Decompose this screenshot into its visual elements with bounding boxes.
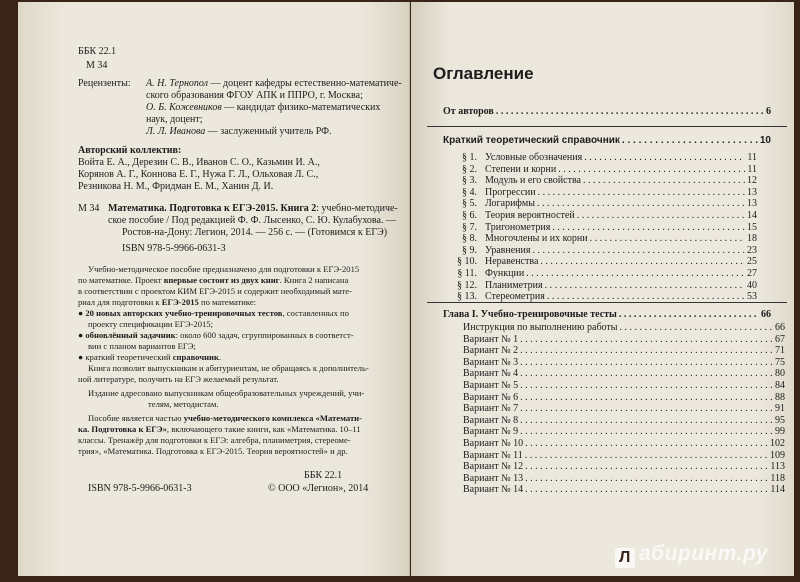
para-line: ной литературе, получить на ЕГЭ желаемый результат. — [78, 374, 279, 384]
collective-label: Авторский коллектив: — [78, 145, 182, 156]
toc-dot-leader — [525, 473, 768, 484]
toc-item-number: § 3. — [462, 175, 477, 187]
reviewer-1-line-2: ского образования ФГОУ АПК и ППРО, г. Москва; — [146, 90, 363, 101]
para-line: телям, методистам. — [148, 399, 219, 409]
toc-row — [463, 403, 785, 414]
toc-row — [463, 450, 785, 461]
toc-dot-leader — [520, 345, 773, 356]
toc-item-number: § 6. — [462, 210, 477, 221]
reviewers-label: Рецензенты: — [78, 78, 131, 89]
toc-item-title: Неравенства — [485, 256, 539, 268]
toc-item-number: § 13. — [457, 291, 477, 303]
toc-row — [445, 198, 757, 209]
toc-item-title: Вариант № 2 — [463, 345, 519, 357]
toc-item-number: § 2. — [462, 163, 477, 175]
toc-dot-leader — [526, 268, 745, 279]
collective-line: Резникова Н. М., Фридман Е. М., Ханин Д. И. — [78, 181, 274, 192]
toc-dot-leader — [552, 222, 745, 233]
toc-row — [445, 233, 757, 244]
catalog-mark: М 34 — [78, 203, 100, 214]
toc-item-page: 84 — [775, 380, 785, 391]
para-line: трия», «Математика. Подготовка к ЕГЭ-2015. Теория вероятностей» и др. — [78, 446, 348, 456]
toc-item-page: 99 — [775, 426, 785, 438]
toc-dot-leader — [525, 461, 768, 472]
toc-dot-leader — [558, 164, 745, 175]
book-spread — [18, 2, 794, 576]
toc-item-title: Вариант № 12 — [463, 461, 524, 473]
toc-item-title: Вариант № 3 — [463, 356, 519, 368]
toc-row — [463, 484, 785, 495]
toc-dot-leader — [545, 280, 745, 291]
toc-item-title: Вариант № 10 — [463, 438, 524, 449]
toc-dot-leader — [547, 291, 745, 302]
toc-dot-leader — [538, 187, 745, 198]
toc-item-number: § 5. — [462, 198, 477, 210]
toc-row — [463, 426, 785, 437]
toc-item-title: Стереометрия — [485, 291, 545, 303]
toc-item-title: Вариант № 9 — [463, 426, 519, 438]
toc-item-page: 75 — [775, 356, 785, 368]
collective-line: Корянов А. Г., Коннова Е. Г., Нужа Г. Л., Ольховая Л. С., — [78, 169, 319, 180]
catalog-entry: Математика. Подготовка к ЕГЭ-2015. Книга 2: учебно-методиче- — [108, 203, 398, 214]
left-page — [18, 2, 410, 576]
toc-item-title: Модуль и его свойства — [485, 175, 581, 187]
toc-row — [463, 334, 785, 345]
toc-item-title: Прогрессии — [485, 186, 536, 198]
toc-item-title: Тригонометрия — [485, 221, 551, 233]
toc-item-page: 114 — [770, 484, 785, 496]
toc-item-title: Планиметрия — [485, 279, 543, 291]
author-mark: М 34 — [86, 60, 108, 71]
toc-row — [445, 222, 757, 233]
toc-dot-leader — [583, 175, 745, 186]
toc-dot-leader — [520, 368, 773, 379]
toc-item-title: Вариант № 11 — [463, 449, 523, 461]
toc-row — [445, 291, 757, 302]
toc-row — [445, 175, 757, 186]
toc-item-title: Многочлены и их корни — [485, 233, 588, 245]
toc-row — [445, 187, 757, 198]
toc-item-title: Вариант № 4 — [463, 368, 519, 380]
reviewer-2-line-2: наук, доцент; — [146, 114, 203, 125]
para-line: Книга позволит выпускникам и абитуриентам, не обращаясь к дополнитель- — [88, 363, 369, 373]
toc-row-from-authors: От авторов . . . 6 — [443, 106, 771, 117]
toc-item-number: § 8. — [462, 233, 477, 245]
bullet-3: ● краткий теоретический справочник. — [78, 352, 222, 362]
bullet-1-line-2: проекту спецификации ЕГЭ-2015; — [88, 319, 213, 329]
collective-line: Войта Е. А., Дерезин С. В., Иванов С. О., Казьмин И. А., — [78, 157, 320, 168]
toc-title: Оглавление — [433, 64, 534, 83]
labirint-logo-icon: Л — [615, 548, 635, 568]
toc-row — [445, 164, 757, 175]
toc-item-title: Вариант № 7 — [463, 403, 519, 415]
toc-row — [463, 415, 785, 426]
toc-item-page: 67 — [775, 333, 785, 345]
toc-item-title: Инструкция по выполнению работы — [463, 322, 618, 333]
toc-dot-leader — [520, 357, 773, 368]
toc-item-title: Вариант № 8 — [463, 414, 519, 426]
abstract-line: Учебно-методическое пособие предназначено для подготовки к ЕГЭ-2015 — [88, 264, 360, 274]
copyright: © ООО «Легион», 2014 — [268, 483, 369, 494]
toc-dot-leader — [540, 256, 745, 267]
toc-dot-leader — [590, 233, 745, 244]
toc-dot-leader — [525, 484, 768, 495]
bbk-bottom: ББК 22.1 — [304, 470, 343, 481]
toc-row-chapter: Глава I. Учебно-тренировочные тесты . . . 66 — [443, 309, 771, 320]
toc-item-title: Вариант № 1 — [463, 333, 519, 345]
reviewer-1: А. Н. Тернопол — доцент кафедры естественно-математиче- — [146, 78, 402, 89]
toc-row — [463, 322, 785, 333]
toc-item-page: 91 — [775, 403, 785, 415]
toc-item-title: Логарифмы — [485, 198, 535, 210]
toc-dot-leader — [577, 210, 745, 221]
abstract-line: риал для подготовки к ЕГЭ-2015 по математике: — [78, 297, 257, 307]
toc-row — [463, 345, 785, 356]
toc-item-page: 40 — [747, 279, 757, 291]
toc-item-number: § 7. — [462, 221, 477, 233]
toc-row — [463, 438, 785, 449]
toc-dot-leader — [520, 403, 773, 414]
toc-item-page: 14 — [747, 210, 757, 221]
reviewer-2: О. Б. Кожевников — кандидат физико-математических — [146, 102, 381, 113]
right-page — [411, 2, 794, 576]
labirint-watermark: Л абиринт.ру — [615, 542, 768, 568]
toc-item-page: 13 — [747, 198, 757, 210]
toc-item-title: Вариант № 13 — [463, 472, 524, 484]
toc-item-number: § 1. — [462, 152, 477, 163]
toc-item-title: Вариант № 6 — [463, 391, 519, 403]
toc-item-page: 80 — [775, 368, 785, 380]
bullet-2-line-2: вии с планом вариантов ЕГЭ; — [88, 341, 196, 351]
toc-row — [445, 268, 757, 279]
toc-item-number: § 12. — [457, 279, 477, 291]
toc-item-page: 118 — [770, 472, 785, 484]
toc-item-page: 66 — [775, 322, 785, 333]
toc-row — [445, 210, 757, 221]
toc-row — [463, 368, 785, 379]
toc-dot-leader — [525, 438, 768, 449]
bullet-2: ● обновлённый задачник: около 600 задач, сгруппированных в соответст- — [78, 330, 354, 340]
toc-item-page: 88 — [775, 391, 785, 403]
toc-item-page: 113 — [770, 461, 785, 473]
toc-item-title: Вариант № 5 — [463, 380, 519, 391]
toc-dot-leader — [520, 380, 773, 391]
toc-dot-leader — [520, 392, 773, 403]
toc-item-page: 12 — [747, 175, 757, 187]
toc-item-page: 25 — [747, 256, 757, 268]
toc-item-page: 53 — [747, 291, 757, 303]
toc-row — [445, 245, 757, 256]
catalog-line: ское пособие / Под редакцией Ф. Ф. Лысенко, С. Ю. Кулабухова. — — [108, 215, 396, 226]
toc-item-title: Функции — [485, 268, 525, 279]
toc-dot-leader — [520, 415, 773, 426]
toc-row — [463, 357, 785, 368]
toc-item-title: Теория вероятностей — [485, 210, 575, 221]
toc-item-page: 95 — [775, 414, 785, 426]
catalog-line: Ростов-на-Дону: Легион, 2014. — 256 с. — (Готовимся к ЕГЭ) — [122, 227, 388, 238]
abstract-line: в соответствии с проектом КИМ ЕГЭ-2015 и содержит необходимый мате- — [78, 286, 352, 296]
toc-item-title: Вариант № 14 — [463, 484, 524, 496]
toc-item-number: § 10. — [457, 256, 477, 268]
isbn-bottom: ISBN 978-5-9966-0631-3 — [88, 483, 192, 494]
toc-row — [445, 280, 757, 291]
toc-row-section: Краткий теоретический справочник . . . 10 — [443, 135, 771, 146]
toc-item-page: 27 — [747, 268, 757, 279]
toc-item-title: Условные обозначения — [485, 152, 583, 163]
toc-item-number: § 4. — [462, 186, 477, 198]
toc-row — [463, 380, 785, 391]
bullet-1: ● 20 новых авторских учебно-тренировочных тестов, составленных по — [78, 308, 349, 318]
para-line: классы. Тренажёр для подготовки к ЕГЭ: алгебра, планиметрия, стереоме- — [78, 435, 351, 445]
toc-item-page: 102 — [770, 438, 785, 449]
toc-item-page: 23 — [747, 244, 757, 256]
toc-item-title: Уравнения — [485, 244, 531, 256]
toc-dot-leader — [520, 334, 773, 345]
toc-dot-leader — [537, 198, 745, 209]
toc-item-number: § 9. — [462, 244, 477, 256]
toc-item-page: 109 — [770, 449, 785, 461]
toc-item-page: 11 — [747, 152, 757, 163]
para-line: ка. Подготовка к ЕГЭ», включающего такие книги, как «Математика. 10–11 — [78, 424, 361, 434]
divider — [427, 302, 787, 303]
toc-item-title: Степени и корни — [485, 163, 557, 175]
toc-item-page: 15 — [747, 221, 757, 233]
abstract-line: по математике. Проект впервые состоит из двух книг. Книга 2 написана — [78, 275, 349, 285]
toc-row — [445, 152, 757, 163]
reviewer-3: Л. Л. Иванова — заслуженный учитель РФ. — [146, 126, 332, 137]
toc-dot-leader — [532, 245, 745, 256]
divider — [427, 126, 787, 127]
bbk-code: ББК 22.1 — [78, 46, 117, 57]
toc-item-page: 13 — [747, 186, 757, 198]
isbn: ISBN 978-5-9966-0631-3 — [122, 243, 226, 254]
toc-row — [463, 392, 785, 403]
toc-row — [445, 256, 757, 267]
toc-item-page: 11 — [747, 163, 757, 175]
toc-item-page: 18 — [747, 233, 757, 245]
toc-item-number: § 11. — [457, 268, 477, 279]
toc-row — [463, 473, 785, 484]
toc-dot-leader — [520, 426, 773, 437]
toc-row — [463, 461, 785, 472]
toc-dot-leader — [525, 450, 768, 461]
toc-item-page: 71 — [775, 345, 785, 357]
para-line: Издание адресовано выпускникам общеобразовательных учреждений, учи- — [88, 388, 365, 398]
para-line: Пособие является частью учебно-методического комплекса «Математи- — [88, 413, 362, 423]
toc-dot-leader — [584, 152, 745, 163]
toc-dot-leader — [619, 322, 773, 333]
